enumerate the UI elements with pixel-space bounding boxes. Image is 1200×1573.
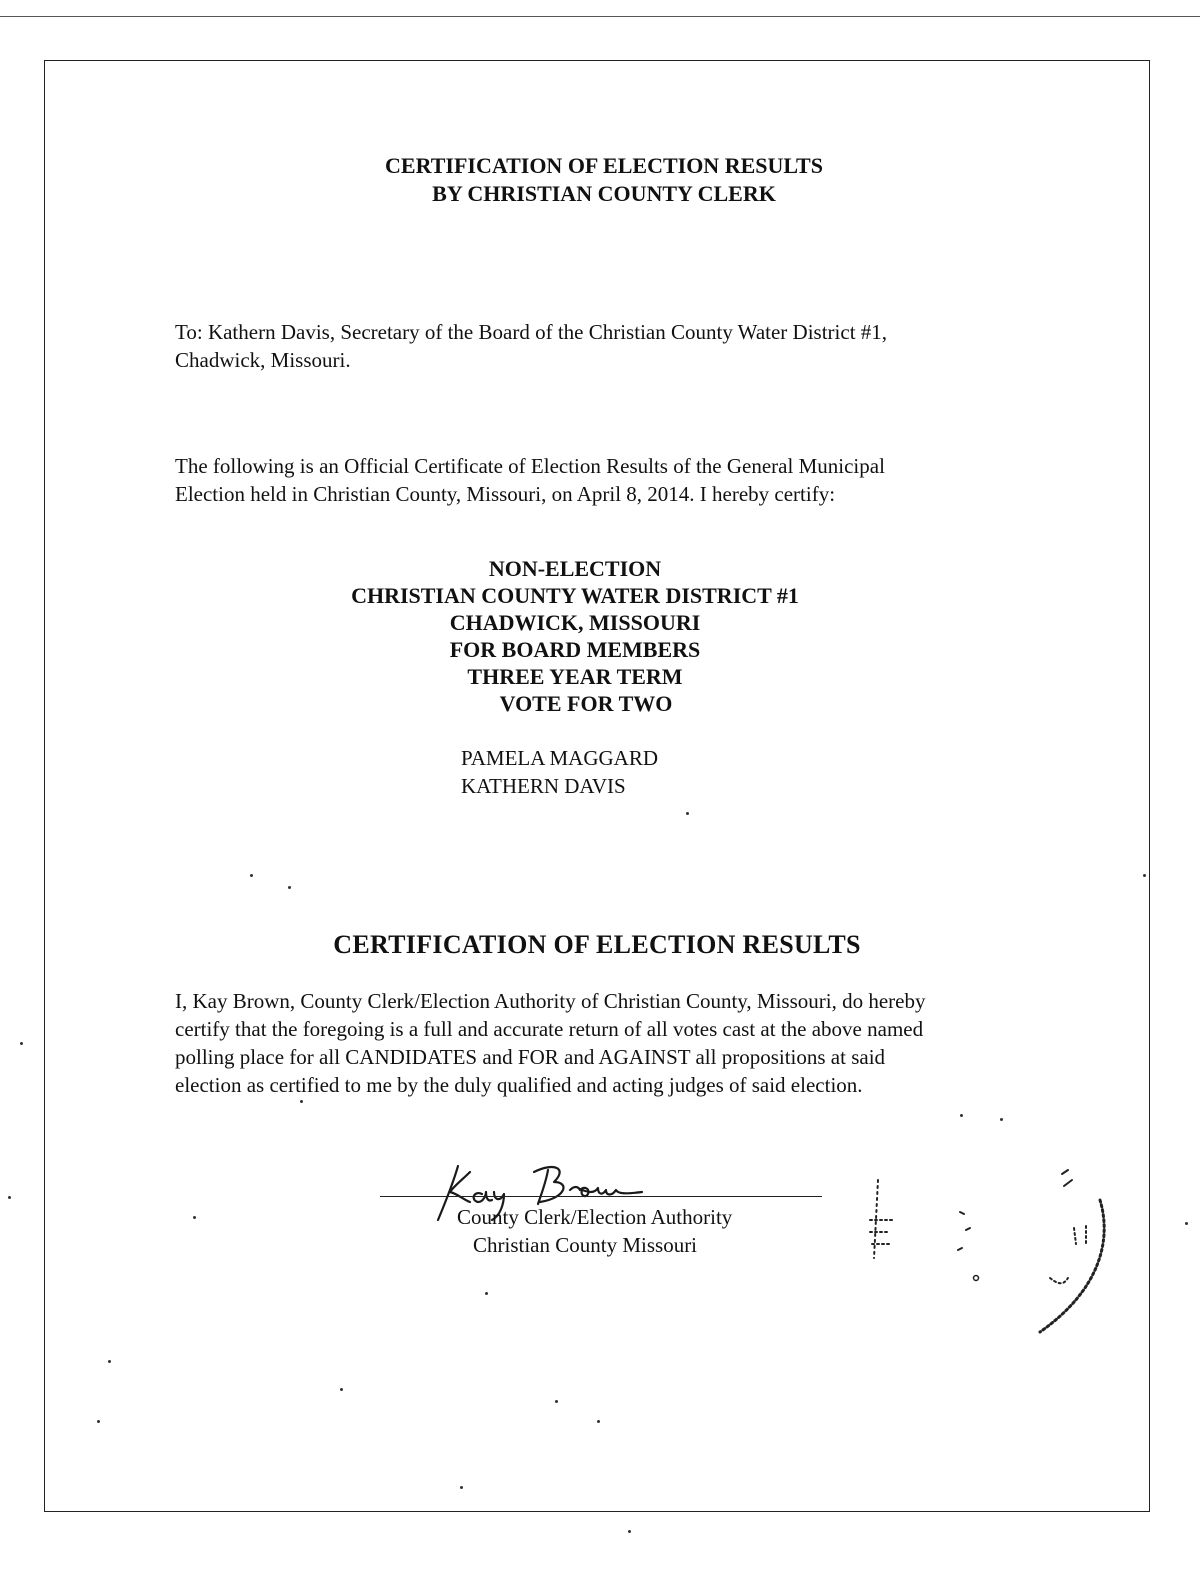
document-title [0,152,1200,208]
scan-speck [250,874,253,877]
election-line-vote-for: VOTE FOR TWO [499,691,673,716]
scan-speck [193,1216,196,1219]
signature-line [380,1196,822,1197]
intro-line-2: Election held in Christian County, Missouri, on April 8, 2014. I hereby certify: [175,482,836,506]
scan-speck [460,1486,463,1489]
scan-speck [960,1114,963,1117]
scan-speck [1185,1222,1188,1225]
certification-paragraph [175,987,925,1099]
election-line-office: FOR BOARD MEMBERS [449,637,701,662]
addressee-block [175,318,887,374]
county-seal-icon [850,1160,1120,1350]
scan-speck [628,1530,631,1533]
scan-speck [97,1420,100,1423]
scan-speck [340,1388,343,1391]
scan-top-edge [0,16,1200,17]
certification-heading: CERTIFICATION OF ELECTION RESULTS [333,930,861,959]
scan-speck [108,1360,111,1363]
signer-title-line-1: County Clerk/Election Authority [457,1205,733,1229]
election-line-term: THREE YEAR TERM [467,664,683,689]
certification-line-2: certify that the foregoing is a full and accurate return of all votes cast at the above named [175,1017,924,1041]
title-line-1: CERTIFICATION OF ELECTION RESULTS [385,153,823,178]
candidates-list [461,744,658,800]
scan-speck [8,1196,11,1199]
certification-line-1: I, Kay Brown, County Clerk/Election Authority of Christian County, Missouri, do hereby [175,989,926,1013]
intro-paragraph [175,452,885,508]
election-line-district: CHRISTIAN COUNTY WATER DISTRICT #1 [351,583,799,608]
intro-line-1: The following is an Official Certificate of Election Results of the General Municipal [175,454,885,478]
election-line-location: CHADWICK, MISSOURI [449,610,701,635]
election-line-non-election: NON-ELECTION [488,556,662,581]
addressee-line-1: To: Kathern Davis, Secretary of the Board of the Christian County Water District #1, [175,320,888,344]
scan-speck [20,1042,23,1045]
scan-speck [686,812,689,815]
title-line-2: BY CHRISTIAN COUNTY CLERK [432,181,776,206]
addressee-line-2: Chadwick, Missouri. [175,348,351,372]
scan-speck [1000,1118,1003,1121]
scan-speck [288,886,291,889]
scan-speck [1143,874,1146,877]
scan-speck [555,1400,558,1403]
certification-line-4: election as certified to me by the duly qualified and acting judges of said election. [175,1073,863,1097]
election-info-block [0,555,1150,717]
signer-title-block [457,1203,732,1259]
scan-speck [597,1420,600,1423]
scan-speck [485,1292,488,1295]
candidate-name: PAMELA MAGGARD [461,746,659,770]
candidate-name: KATHERN DAVIS [461,774,626,798]
signer-title-line-2: Christian County Missouri [473,1233,698,1257]
certification-line-3: polling place for all CANDIDATES and FOR and AGAINST all propositions at said [175,1045,886,1069]
scan-speck [300,1100,303,1103]
